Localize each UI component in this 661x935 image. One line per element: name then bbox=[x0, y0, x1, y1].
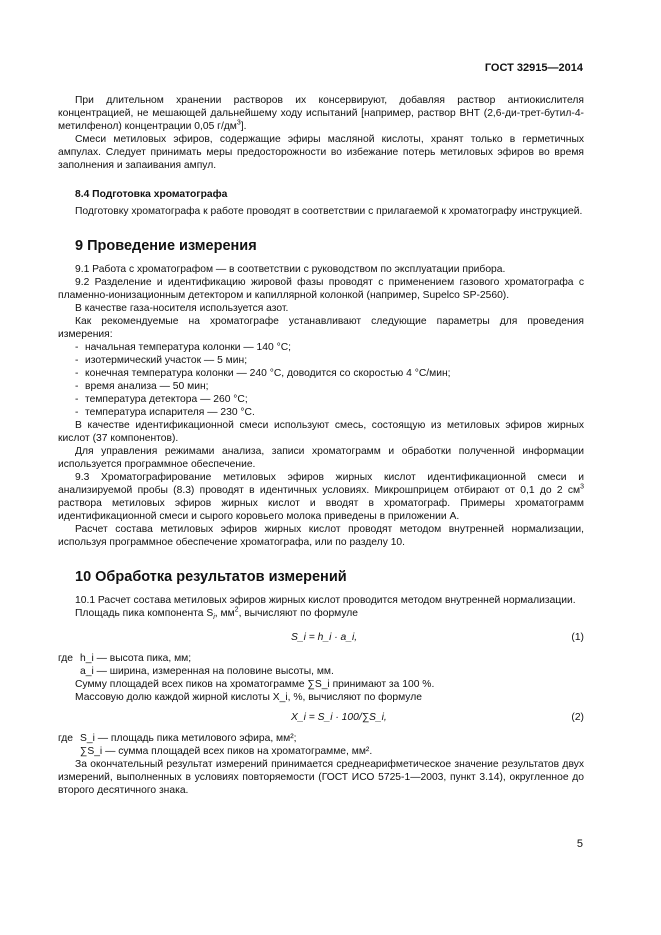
calc-text: Расчет состава метиловых эфиров жирных кислот проводят методом внутренней нормализации, используя программное обеспечение хроматографа, или по разделу 10. bbox=[58, 524, 584, 548]
where-2b: ∑S_i — сумма площадей всех пиков на хроматограмме, мм². bbox=[80, 746, 373, 758]
formula-2-expression: X_i = S_i · 100/∑S_i, bbox=[291, 712, 387, 724]
list-item: - температура испарителя — 230 °С. bbox=[75, 407, 255, 418]
list-item: - изотермический участок — 5 мин; bbox=[75, 355, 248, 366]
formula-1-expression: S_i = h_i · a_i, bbox=[291, 632, 358, 644]
where-1b: a_i — ширина, измеренная на половине высоты, мм. bbox=[80, 666, 334, 678]
mass-fraction-intro: Массовую долю каждой жирной кислоты X_i, %, вычисляют по формуле bbox=[75, 692, 422, 704]
section-8-4-title: 8.4 Подготовка хроматографа bbox=[75, 189, 228, 200]
area-formula-intro: Площадь пика компонента $S_i$, $мм^2$, вычисляют по формуле bbox=[75, 606, 359, 622]
where-2a: где S_i — площадь пика метилового эфира, мм²; bbox=[58, 733, 297, 745]
paragraph-ampoules: Смеси метиловых эфиров, содержащие эфиры масляной кислоты, хранят только в герметичных ампулах. Следует принимать меры предосторожности во избежание потерь метиловых эфиров во время заполнения и запаивания ампул. bbox=[58, 134, 584, 171]
section-10-title: 10 Обработка результатов измерений bbox=[75, 569, 347, 585]
list-item: - температура детектора — 260 °С; bbox=[75, 394, 248, 405]
list-item: - начальная температура колонки — 140 °С; bbox=[75, 342, 292, 353]
formula-1-number: (1) bbox=[571, 632, 584, 644]
ident-mixture-text: В качестве идентификационной смеси используют смесь, состоящую из метиловых эфиров жирных кислот (37 компонентов). bbox=[58, 420, 584, 444]
section-10-1: 10.1 Расчет состава метиловых эфиров жирных кислот проводится методом внутренней нормализации. bbox=[75, 595, 576, 606]
formula-2-number: (2) bbox=[571, 712, 584, 724]
page-content bbox=[58, 94, 584, 797]
standard-header: ГОСТ 32915—2014 bbox=[484, 62, 583, 74]
formula-2 bbox=[58, 707, 584, 729]
carrier-gas-text: В качестве газа-носителя используется азот. bbox=[75, 303, 289, 314]
list-item: - конечная температура колонки — 240 °С, доводится со скоростью 4 °С/мин; bbox=[75, 368, 451, 379]
params-intro: Как рекомендуемые на хроматографе устанавливают следующие параметры для проведения измерения: bbox=[58, 316, 584, 340]
final-result-text: За окончательный результат измерений принимается среднеарифметическое значение результатов двух измерений, выполненных в условиях повторяемости (ГОСТ ИСО 5725-1—2003, пункт 3.14), округленное до второго десятичного знака. bbox=[58, 759, 584, 797]
paragraph-preservation: При длительном хранении растворов их консервируют, добавляя раствор антиокислителя концентрацией, не мешающей дальнейшему ходу испытаний [например, раствор ВНТ (2,6-ди-трет-бутил-4-метилфенол) концентрации 0,05 $г/дм^3$]. bbox=[58, 95, 584, 132]
sum-text: Сумму площадей всех пиков на хроматограмме ∑S_i принимают за 100 %. bbox=[75, 679, 435, 691]
section-9-1: 9.1 Работа с хроматографом — в соответствии с руководством по эксплуатации прибора. bbox=[75, 264, 506, 275]
page-number: 5 bbox=[576, 838, 583, 850]
formula-1 bbox=[58, 627, 584, 649]
section-9-title: 9 Проведение измерения bbox=[75, 238, 257, 254]
params-list bbox=[58, 341, 584, 419]
software-text: Для управления режимами анализа, записи хроматограмм и обработки полученной информации используется программное обеспечение. bbox=[58, 446, 584, 470]
section-9-2: 9.2 Разделение и идентификацию жировой фазы проводят с применением газового хроматографа с пламенно-ионизационным детектором и капиллярной колонкой (например, Supelco SP-2560). bbox=[58, 277, 584, 301]
where-1a: где h_i — высота пика, мм; bbox=[58, 653, 192, 665]
list-item: - время анализа — 50 мин; bbox=[75, 381, 209, 392]
section-9-3: 9.3 Хроматографирование метиловых эфиров жирных кислот идентификационной смеси и анализируемой пробы (8.3) проводят в идентичных условиях. Микрошприцем отбирают от 0,1 до 2 $см^3$ раствора метиловых эфиров жирных кислот и вводят в хроматограф. Примеры хроматограмм идентификационной смеси и сырого коровьего молока приведены в приложении А. bbox=[58, 472, 584, 522]
section-8-4-text: Подготовку хроматографа к работе проводят в соответствии с прилагаемой к хроматографу инструкцией. bbox=[75, 206, 583, 217]
